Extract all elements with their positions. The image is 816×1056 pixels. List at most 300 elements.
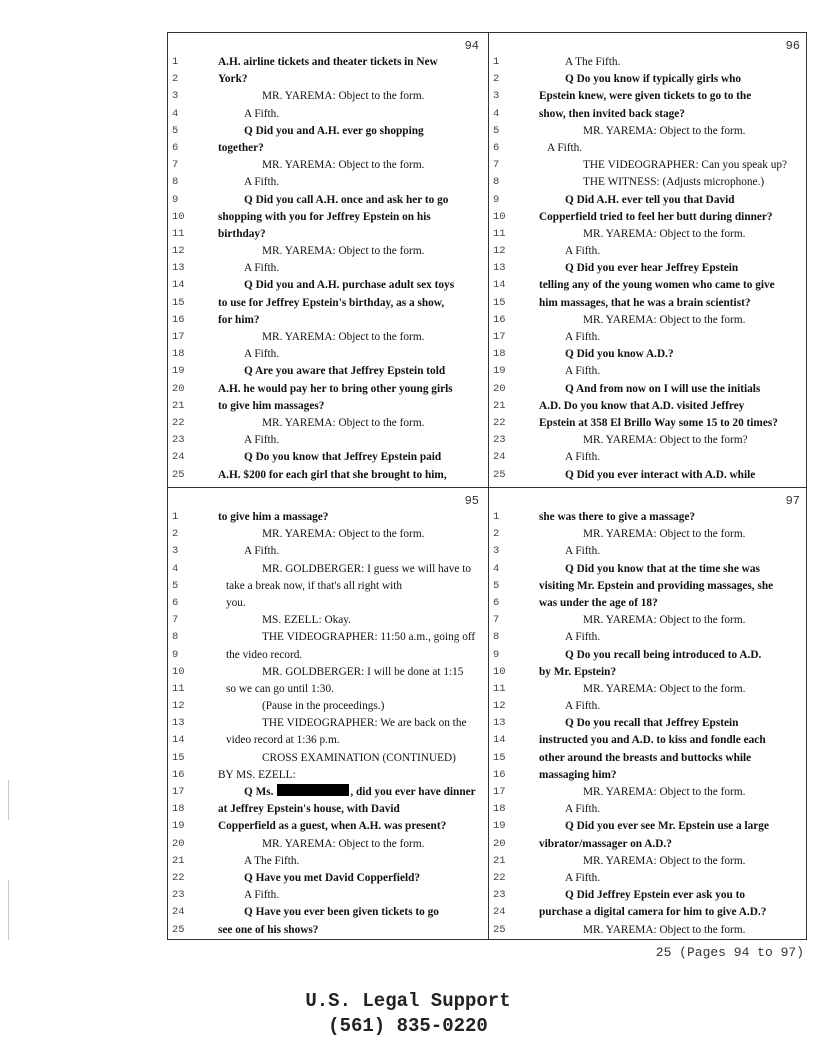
line-number: 16 (172, 768, 185, 781)
line-number: 3 (172, 545, 179, 558)
line-number: 11 (493, 227, 506, 240)
line-text: MR. YAREMA: Object to the form? (583, 434, 748, 447)
transcript-page-95 (168, 488, 487, 941)
line-text: video record at 1:36 p.m. (226, 734, 340, 747)
line-text: MR. YAREMA: Object to the form. (262, 416, 425, 429)
line-number: 18 (493, 803, 506, 816)
line-text: Q Do you recall that Jeffrey Epstein (565, 717, 739, 730)
transcript-line (489, 467, 808, 484)
line-number: 15 (172, 296, 185, 309)
transcript-line (168, 561, 487, 578)
line-text: you. (226, 596, 246, 609)
line-text: MR. YAREMA: Object to the form. (262, 245, 425, 258)
transcript-line (489, 612, 808, 629)
transcript-line (489, 543, 808, 560)
line-text: A Fifth. (565, 451, 601, 464)
line-text: THE VIDEOGRAPHER: Can you speak up? (583, 159, 788, 172)
line-text: THE WITNESS: (Adjusts microphone.) (583, 176, 765, 189)
transcript-line (168, 664, 487, 681)
line-text: to give him a massage? (218, 511, 329, 523)
scan-margin-mark (8, 880, 9, 940)
line-text: THE VIDEOGRAPHER: 11:50 a.m., going off (262, 631, 476, 644)
line-text: by Mr. Epstein? (539, 665, 617, 678)
transcript-line (489, 698, 808, 715)
line-number: 9 (493, 648, 500, 661)
line-text: telling any of the young women who came to give (539, 279, 775, 292)
transcript-line (168, 509, 487, 526)
line-number: 23 (172, 889, 185, 902)
line-number: 11 (493, 682, 506, 695)
line-number: 13 (172, 262, 185, 275)
line-text: A.D. Do you know that A.D. visited Jeffrey (539, 399, 745, 412)
transcript-line (489, 157, 808, 174)
transcript-grid (167, 32, 807, 940)
line-text-part: Q Ms. (244, 786, 277, 798)
transcript-line (489, 595, 808, 612)
transcript-line (168, 381, 487, 398)
transcript-line (168, 174, 487, 191)
line-text: A Fifth. (244, 107, 280, 120)
line-text: Q Did you ever see Mr. Epstein use a large (565, 820, 769, 833)
transcript-line (168, 853, 487, 870)
line-number: 21 (172, 854, 185, 867)
company-phone: (561) 835-0220 (328, 1015, 488, 1037)
line-number: 22 (172, 416, 185, 429)
line-text: MR. YAREMA: Object to the form. (262, 159, 425, 172)
transcript-line (489, 140, 808, 157)
line-text: CROSS EXAMINATION (CONTINUED) (262, 751, 456, 764)
line-number: 11 (172, 227, 185, 240)
line-text: MR. YAREMA: Object to the form. (583, 528, 746, 541)
line-number: 22 (493, 416, 506, 429)
line-number: 12 (493, 700, 506, 713)
transcript-line (489, 647, 808, 664)
line-text: Q Do you recall being introduced to A.D. (565, 648, 762, 661)
line-number: 2 (172, 528, 179, 541)
line-text: Q Did you know A.D.? (565, 348, 674, 361)
line-number: 8 (172, 631, 179, 644)
line-number: 5 (493, 124, 500, 137)
transcript-line (168, 647, 487, 664)
line-text: MR. YAREMA: Object to the form. (583, 786, 746, 798)
transcript-line (168, 415, 487, 432)
line-number: 19 (493, 365, 506, 378)
line-text: the video record. (226, 648, 303, 661)
transcript-line (168, 346, 487, 363)
line-text: MR. YAREMA: Object to the form. (583, 313, 746, 326)
line-number: 10 (493, 665, 506, 678)
line-text: A Fifth. (565, 631, 601, 644)
line-text: MR. YAREMA: Object to the form. (583, 682, 746, 695)
line-number: 23 (493, 889, 506, 902)
line-text: him massages, that he was a brain scientist? (539, 296, 751, 309)
transcript-line (489, 870, 808, 887)
line-text: at Jeffrey Epstein's house, with David (218, 803, 400, 816)
transcript-line (168, 363, 487, 380)
transcript-line (489, 904, 808, 921)
transcript-line (168, 750, 487, 767)
page-lines (168, 54, 487, 484)
line-number: 19 (172, 365, 185, 378)
line-number: 12 (493, 245, 506, 258)
transcript-page-94 (168, 33, 487, 486)
transcript-line (168, 818, 487, 835)
line-text: Q Are you aware that Jeffrey Epstein told (244, 365, 446, 378)
transcript-line (168, 784, 487, 801)
page-lines (168, 509, 487, 939)
line-number: 21 (493, 854, 506, 867)
line-text: MR. GOLDBERGER: I will be done at 1:15 (262, 665, 464, 678)
line-text: Q Did A.H. ever tell you that David (565, 193, 735, 206)
line-text: A Fifth. (244, 176, 280, 189)
line-number: 23 (172, 434, 185, 447)
transcript-line (168, 88, 487, 105)
page-number: 94 (464, 39, 479, 53)
line-text: to use for Jeffrey Epstein's birthday, as a show, (218, 296, 445, 309)
line-number: 5 (493, 579, 500, 592)
line-text: purchase a digital camera for him to give A.D.? (539, 906, 767, 919)
line-number: 15 (172, 751, 185, 764)
line-number: 14 (493, 279, 506, 292)
line-number: 7 (172, 614, 179, 627)
line-text: MS. EZELL: Okay. (262, 614, 352, 627)
scan-margin-mark (8, 780, 9, 820)
line-number: 17 (172, 786, 185, 798)
transcript-line (489, 381, 808, 398)
transcript-line (168, 543, 487, 560)
line-number: 9 (493, 193, 500, 206)
transcript-line (168, 801, 487, 818)
line-text: MR. YAREMA: Object to the form. (583, 227, 746, 240)
transcript-line (168, 398, 487, 415)
transcript-line (168, 836, 487, 853)
line-text: MR. YAREMA: Object to the form. (583, 923, 746, 936)
line-text: Q Did you know that at the time she was (565, 562, 760, 575)
line-text: was under the age of 18? (539, 596, 658, 609)
line-text: MR. YAREMA: Object to the form. (262, 837, 425, 850)
line-text: A Fifth. (565, 365, 601, 378)
line-text: other around the breasts and buttocks while (539, 751, 752, 764)
line-number: 22 (172, 871, 185, 884)
transcript-line (168, 612, 487, 629)
line-number: 7 (493, 614, 500, 627)
transcript-line (168, 329, 487, 346)
page-lines (489, 54, 808, 484)
transcript-line (489, 277, 808, 294)
line-number: 13 (172, 717, 185, 730)
transcript-line (489, 123, 808, 140)
line-text: see one of his shows? (218, 923, 319, 936)
transcript-line (489, 363, 808, 380)
line-number: 25 (493, 468, 506, 481)
line-number: 4 (493, 107, 500, 120)
transcript-line (489, 260, 808, 277)
line-number: 13 (493, 262, 506, 275)
line-text: MR. YAREMA: Object to the form. (262, 528, 425, 541)
line-text: A Fifth. (565, 803, 601, 816)
transcript-line (489, 209, 808, 226)
line-text: MR. YAREMA: Object to the form. (262, 90, 425, 103)
transcript-line (489, 715, 808, 732)
line-text: so we can go until 1:30. (226, 682, 334, 695)
line-number: 9 (172, 193, 179, 206)
line-number: 4 (172, 562, 179, 575)
transcript-line (489, 226, 808, 243)
transcript-line (168, 260, 487, 277)
line-number: 20 (493, 837, 506, 850)
line-text: Q Did you call A.H. once and ask her to go (244, 193, 449, 206)
line-text: A Fifth. (244, 262, 280, 275)
transcript-line (489, 922, 808, 939)
line-number: 18 (493, 348, 506, 361)
transcript-line (489, 801, 808, 818)
line-number: 4 (172, 107, 179, 120)
line-number: 3 (493, 545, 500, 558)
line-text: vibrator/massager on A.D.? (539, 837, 672, 850)
transcript-line (489, 818, 808, 835)
transcript-line (168, 71, 487, 88)
line-text: Q Have you met David Copperfield? (244, 871, 421, 884)
line-number: 14 (172, 734, 185, 747)
transcript-line (168, 922, 487, 939)
line-text: birthday? (218, 227, 266, 240)
transcript-line (168, 157, 487, 174)
line-text: A The Fifth. (244, 854, 300, 867)
transcript-line (168, 295, 487, 312)
transcript-line (168, 715, 487, 732)
line-number: 2 (172, 73, 179, 86)
line-number: 16 (172, 313, 185, 326)
line-text: MR. GOLDBERGER: I guess we will have to (262, 562, 471, 575)
transcript-line (489, 398, 808, 415)
line-text: Copperfield as a guest, when A.H. was present? (218, 820, 447, 833)
line-number: 8 (493, 176, 500, 189)
transcript-line (489, 750, 808, 767)
line-number: 21 (172, 399, 185, 412)
pages-range-label: 25 (Pages 94 to 97) (655, 945, 804, 960)
line-number: 22 (493, 871, 506, 884)
transcript-line (489, 106, 808, 123)
line-number: 10 (172, 210, 185, 223)
line-text: visiting Mr. Epstein and providing massages, she (539, 579, 774, 592)
line-text: A Fifth. (565, 245, 601, 258)
line-number: 19 (172, 820, 185, 833)
transcript-line (489, 54, 808, 71)
line-text: Q Did you and A.H. ever go shopping (244, 124, 424, 137)
line-number: 3 (172, 90, 179, 103)
transcript-line (489, 432, 808, 449)
redaction-block (277, 784, 349, 796)
line-number: 2 (493, 73, 500, 86)
line-text: massaging him? (539, 768, 617, 781)
line-number: 24 (172, 906, 185, 919)
line-text: A Fifth. (565, 700, 601, 713)
line-text: Q Did you ever hear Jeffrey Epstein (565, 262, 739, 275)
line-number: 7 (172, 159, 179, 172)
line-number: 6 (172, 141, 179, 154)
line-text: A The Fifth. (565, 56, 621, 68)
line-number: 6 (493, 141, 500, 154)
line-text: A.H. $200 for each girl that she brought to him, (218, 468, 447, 481)
line-number: 18 (172, 348, 185, 361)
line-number: 11 (172, 682, 185, 695)
line-number: 8 (172, 176, 179, 189)
line-number: 8 (493, 631, 500, 644)
transcript-line (489, 295, 808, 312)
line-text: Q Did Jeffrey Epstein ever ask you to (565, 889, 746, 902)
transcript-line (168, 681, 487, 698)
line-text: York? (218, 73, 248, 86)
transcript-line (168, 467, 487, 484)
transcript-line (168, 243, 487, 260)
line-text: A Fifth. (565, 545, 601, 558)
transcript-line (168, 123, 487, 140)
transcript-line (489, 561, 808, 578)
line-number: 10 (172, 665, 185, 678)
transcript-line (489, 732, 808, 749)
line-number: 20 (172, 382, 185, 395)
transcript-line (168, 277, 487, 294)
line-number: 15 (493, 751, 506, 764)
transcript-line (168, 54, 487, 71)
company-name: U.S. Legal Support (305, 990, 511, 1012)
transcript-line (168, 526, 487, 543)
line-text: A.H. he would pay her to bring other young girls (218, 382, 453, 395)
line-number: 23 (493, 434, 506, 447)
line-number: 25 (172, 923, 185, 936)
line-text: shopping with you for Jeffrey Epstein on his (218, 210, 431, 223)
transcript-line (489, 664, 808, 681)
transcript-line (168, 578, 487, 595)
line-text: MR. YAREMA: Object to the form. (583, 124, 746, 137)
transcript-line (168, 312, 487, 329)
line-text: Epstein knew, were given tickets to go to the (539, 90, 752, 103)
line-text: THE VIDEOGRAPHER: We are back on the (262, 717, 467, 730)
line-text: Q And from now on I will use the initials (565, 382, 761, 395)
line-text: A Fifth. (244, 348, 280, 361)
line-number: 24 (493, 906, 506, 919)
transcript-line (489, 312, 808, 329)
line-text (244, 784, 476, 801)
transcript-line (168, 887, 487, 904)
line-text: Q Do you know if typically girls who (565, 73, 742, 86)
line-number: 18 (172, 803, 185, 816)
line-number: 6 (493, 596, 500, 609)
transcript-line (489, 767, 808, 784)
page-number: 97 (785, 494, 800, 508)
line-text: Copperfield tried to feel her butt during dinner? (539, 210, 773, 223)
line-number: 17 (493, 786, 506, 798)
transcript-line (489, 243, 808, 260)
transcript-line (168, 870, 487, 887)
line-text: A Fifth. (547, 141, 583, 154)
line-number: 5 (172, 124, 179, 137)
page-number: 96 (785, 39, 800, 53)
line-number: 1 (172, 511, 179, 523)
line-number: 7 (493, 159, 500, 172)
line-text: for him? (218, 313, 260, 326)
line-text: A Fifth. (244, 889, 280, 902)
line-text: MR. YAREMA: Object to the form. (262, 331, 425, 343)
transcript-line (168, 629, 487, 646)
transcript-line (489, 887, 808, 904)
transcript-line (489, 329, 808, 346)
line-number: 1 (493, 56, 500, 68)
transcript-line (489, 853, 808, 870)
line-text: BY MS. EZELL: (218, 768, 296, 781)
transcript-line (168, 449, 487, 466)
line-number: 3 (493, 90, 500, 103)
transcript-line (168, 595, 487, 612)
line-number: 20 (493, 382, 506, 395)
line-number: 6 (172, 596, 179, 609)
transcript-line (168, 140, 487, 157)
line-text: take a break now, if that's all right with (226, 579, 403, 592)
transcript-line (489, 346, 808, 363)
transcript-line (168, 192, 487, 209)
line-text: Epstein at 358 El Brillo Way some 15 to 20 times? (539, 416, 778, 429)
line-number: 14 (493, 734, 506, 747)
page-lines (489, 509, 808, 939)
line-text: A Fifth. (565, 331, 601, 343)
transcript-line (489, 784, 808, 801)
line-number: 2 (493, 528, 500, 541)
line-text: to give him massages? (218, 399, 325, 412)
line-text: A.H. airline tickets and theater tickets in New (218, 56, 438, 68)
transcript-line (489, 71, 808, 88)
transcript-line (168, 106, 487, 123)
line-number: 24 (172, 451, 185, 464)
line-text: A Fifth. (244, 545, 280, 558)
transcript-line (168, 767, 487, 784)
line-number: 1 (172, 56, 179, 68)
line-number: 25 (493, 923, 506, 936)
line-number: 19 (493, 820, 506, 833)
line-number: 13 (493, 717, 506, 730)
transcript-page-96 (489, 33, 808, 486)
transcript-line (489, 415, 808, 432)
line-number: 10 (493, 210, 506, 223)
transcript-line (489, 449, 808, 466)
transcript-page-97 (489, 488, 808, 941)
line-number: 16 (493, 313, 506, 326)
line-number: 17 (172, 331, 185, 343)
line-text: together? (218, 141, 264, 154)
line-number: 12 (172, 245, 185, 258)
transcript-line (168, 904, 487, 921)
line-number: 9 (172, 648, 179, 661)
transcript-line (489, 526, 808, 543)
line-text: Q Have you ever been given tickets to go (244, 906, 439, 919)
line-number: 25 (172, 468, 185, 481)
transcript-line (168, 226, 487, 243)
line-text: show, then invited back stage? (539, 107, 685, 120)
line-text: Q Do you know that Jeffrey Epstein paid (244, 451, 442, 464)
page-number: 95 (464, 494, 479, 508)
line-text: (Pause in the proceedings.) (262, 700, 385, 713)
line-number: 14 (172, 279, 185, 292)
line-text: she was there to give a massage? (539, 511, 696, 523)
transcript-line (489, 836, 808, 853)
line-number: 21 (493, 399, 506, 412)
transcript-line (489, 192, 808, 209)
transcript-line (489, 509, 808, 526)
transcript-line (168, 698, 487, 715)
transcript-line (489, 174, 808, 191)
line-number: 24 (493, 451, 506, 464)
line-text: A Fifth. (565, 871, 601, 884)
transcript-line (168, 209, 487, 226)
